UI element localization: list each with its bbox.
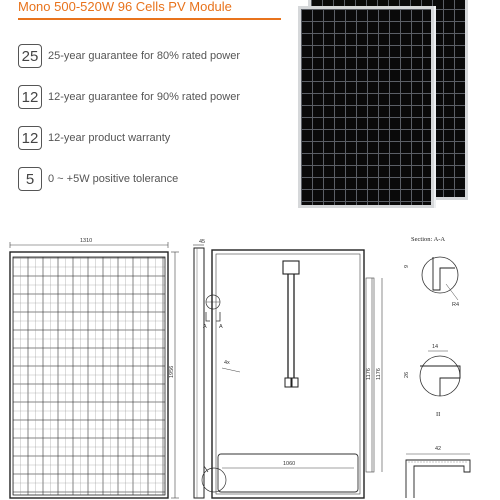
section-title: Section: A-A <box>411 236 446 243</box>
depth-dimension: 45 <box>199 239 206 245</box>
technical-drawing <box>0 228 500 500</box>
page-title: Mono 500-520W 96 Cells PV Module <box>18 0 232 14</box>
feature-text: 0 ~ +5W positive tolerance <box>48 173 179 185</box>
rear-view <box>212 250 382 498</box>
inner-dimension-2: 1176 <box>376 368 382 380</box>
feature-item <box>18 85 240 109</box>
small-dimension: 9 <box>404 264 410 268</box>
feature-item <box>18 126 170 150</box>
front-view <box>10 238 179 498</box>
hole-label: 4x <box>224 360 230 366</box>
side-dimension: 26 <box>404 371 410 378</box>
section-marker-right: A <box>219 324 223 330</box>
feature-item <box>18 44 240 68</box>
feature-text: 12-year product warranty <box>48 132 171 144</box>
title-underline <box>18 18 281 20</box>
section-details <box>404 236 470 498</box>
solar-panel-photo-front <box>298 6 434 208</box>
frame-dimension: 42 <box>435 446 442 452</box>
feature-text: 12-year guarantee for 90% rated power <box>48 91 241 103</box>
inner-dimension: 1176 <box>366 368 372 380</box>
radius-dimension: R4 <box>452 302 460 308</box>
feature-badge: 5 <box>18 167 42 191</box>
hole-dimension: 14 <box>432 344 439 350</box>
side-view <box>193 239 226 498</box>
section-marker-left: A <box>203 324 207 330</box>
detail-label: II <box>436 411 441 418</box>
feature-text: 25-year guarantee for 80% rated power <box>48 50 241 62</box>
feature-badge: 25 <box>18 44 42 68</box>
width-dimension: 1310 <box>80 238 93 244</box>
feature-item <box>18 167 178 191</box>
mounting-dimension: 1060 <box>283 461 296 467</box>
feature-badge: 12 <box>18 126 42 150</box>
height-dimension: 1956 <box>169 365 175 378</box>
feature-badge: 12 <box>18 85 42 109</box>
